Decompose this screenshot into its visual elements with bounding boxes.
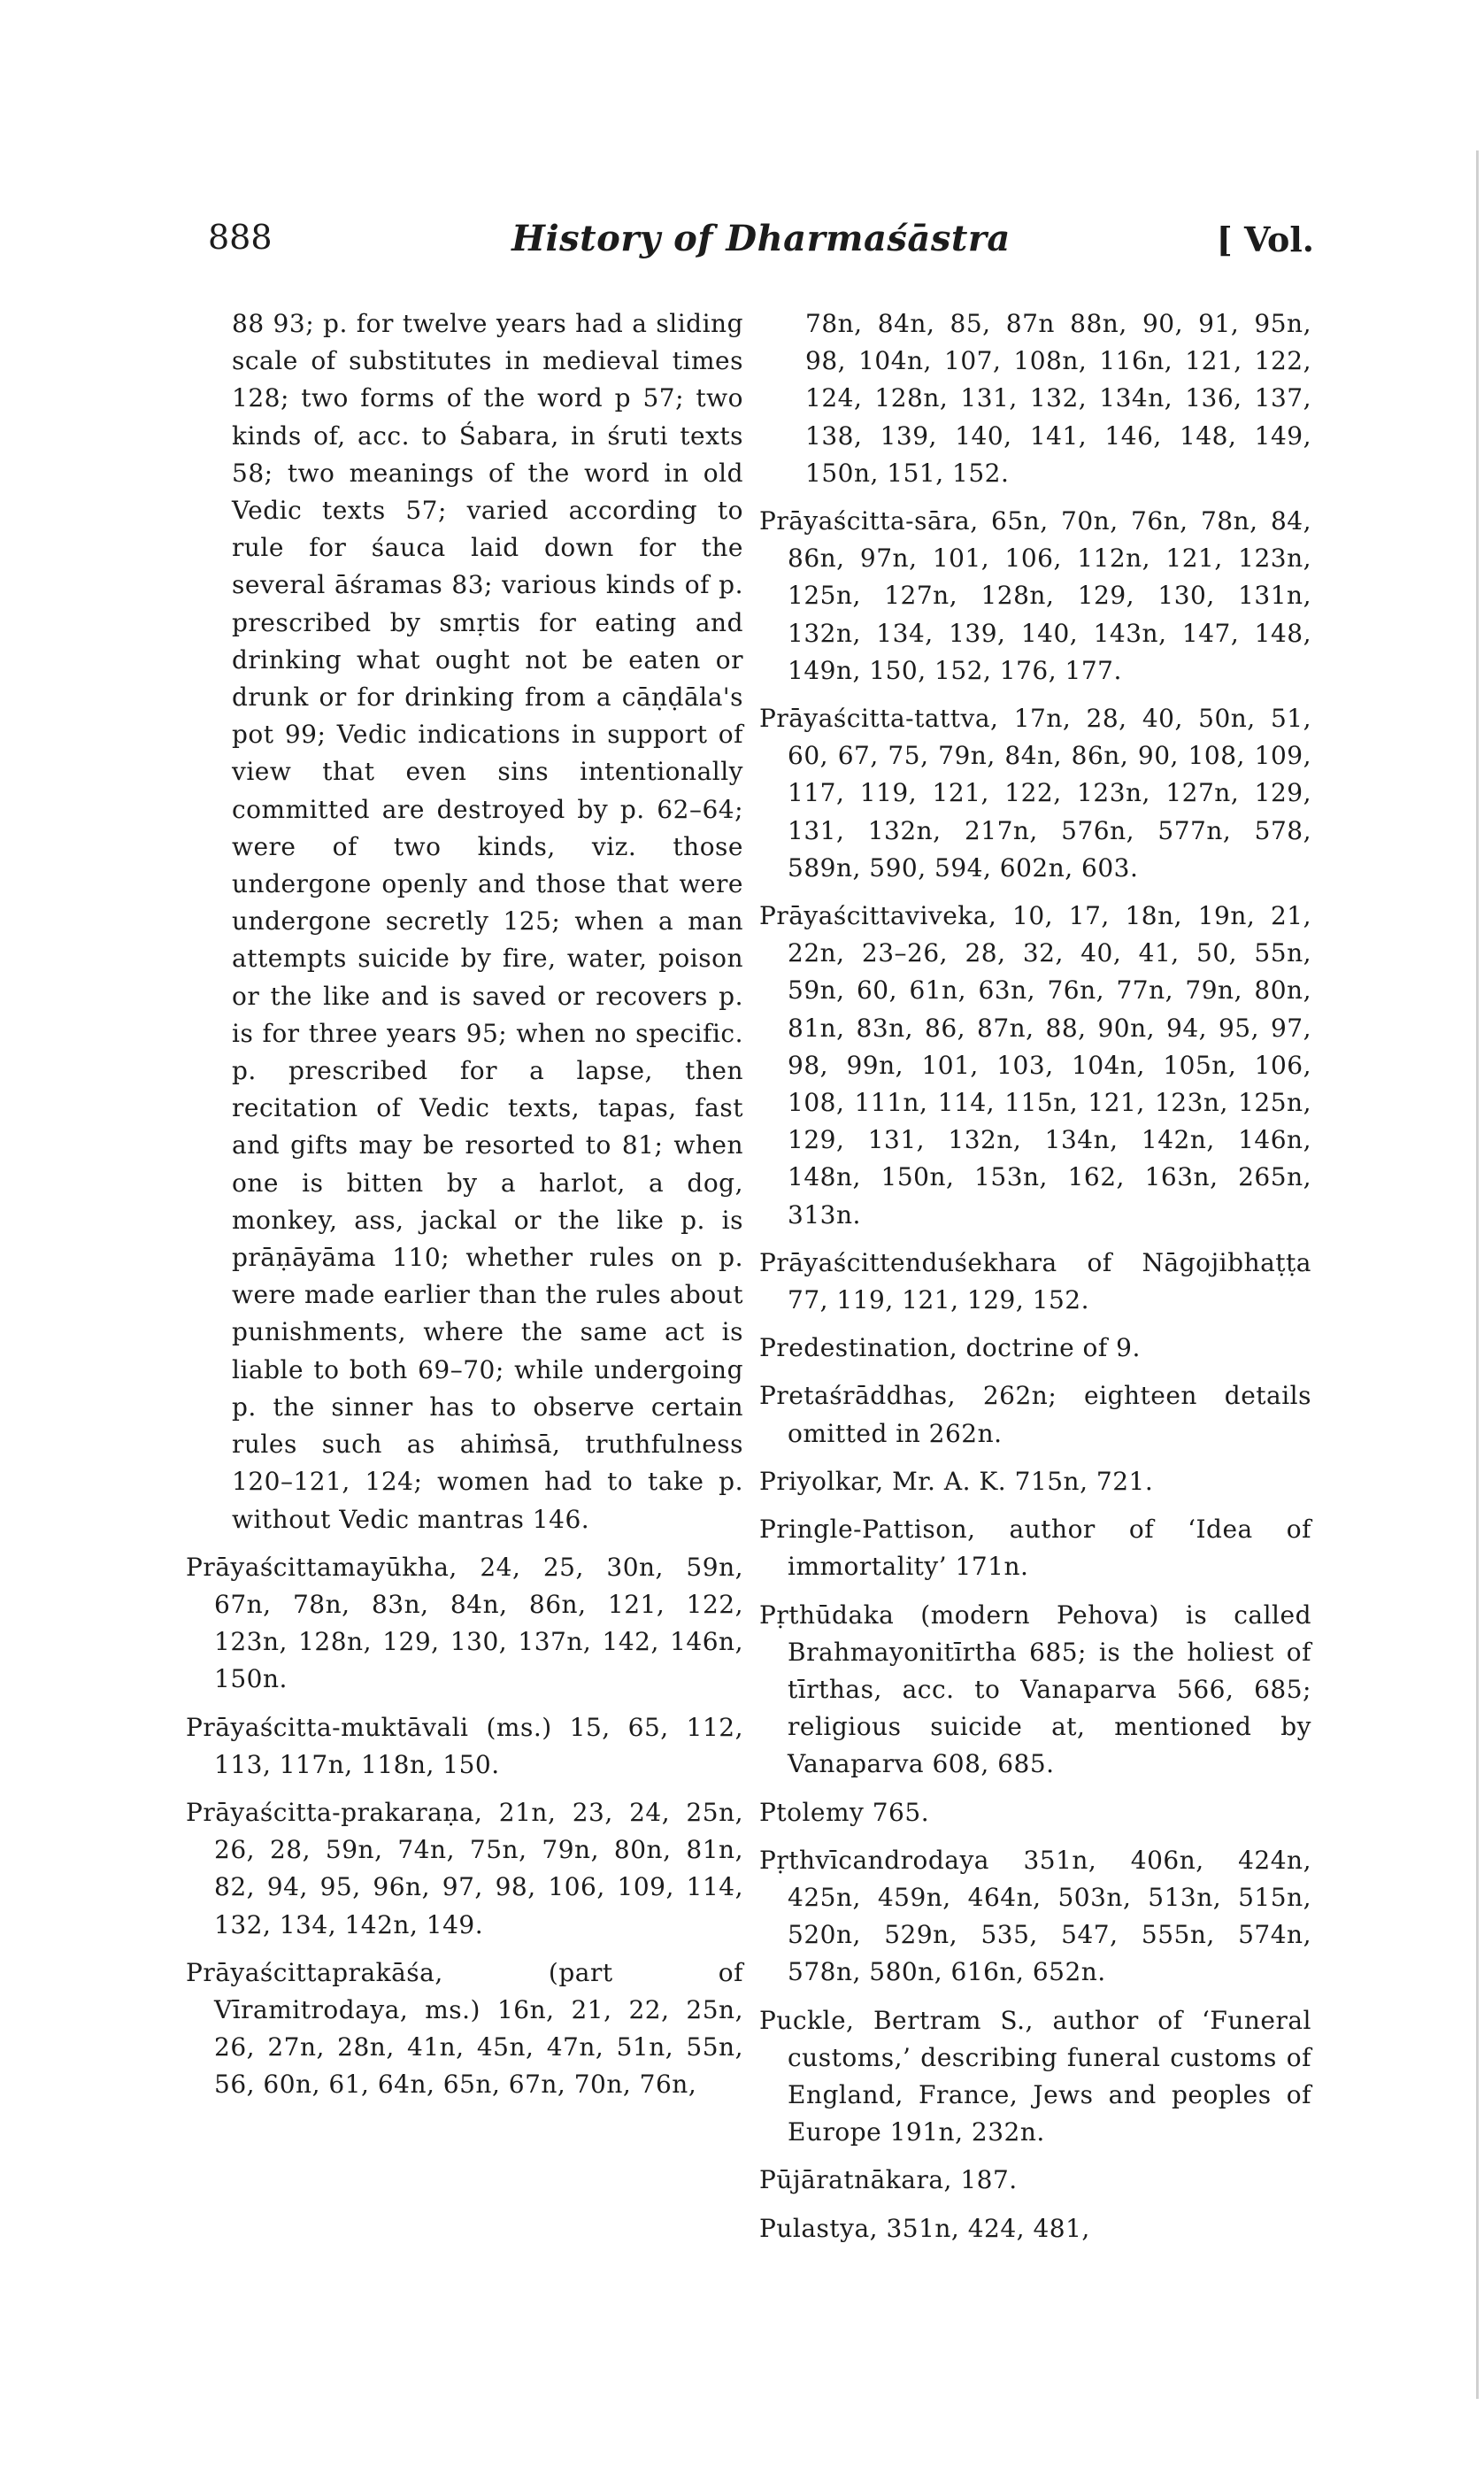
index-entry: Prāyaścittaprakāśa, (part of Vīramitrodaya, ms.) 16n, 21, 22, 25n, 26, 27n, 28n, 41n, 45n, 47n, 51n, 55n, 56, 60n, 61, 64n, 65n, 67n, 70n, 76n,	[186, 1957, 743, 2100]
index-entry: Pūjāratnākara, 187.	[759, 2165, 1018, 2195]
continued-entry: 78n, 84n, 85, 87n 88n, 90, 91, 95n, 98, 104n, 107, 108n, 116n, 121, 122, 124, 128n, 131, 132, 134n, 136, 137, 138, 139, 140, 141, 146, 148, 149, 150n, 151, 152.	[805, 309, 1311, 488]
index-entry: Pringle-Pattison, author of ‘Idea of immortality’ 171n.	[759, 1515, 1311, 1582]
index-entry: Prāyaścittamayūkha, 24, 25, 30n, 59n, 67n, 78n, 83n, 84n, 86n, 121, 122, 123n, 128n, 129, 130, 137n, 142, 146n, 150n.	[186, 1552, 743, 1694]
index-entry: Prāyaścittaviveka, 10, 17, 18n, 19n, 21, 22n, 23–26, 28, 32, 40, 41, 50, 55n, 59n, 60, 61n, 63n, 76n, 77n, 79n, 80n, 81n, 83n, 86, 87n, 88, 90n, 94, 95, 97, 98, 99n, 101, 103, 104n, 105n, 106, 108, 111n, 114, 115n, 121, 123n, 125n, 129, 131, 132n, 134n, 142n, 146n, 148n, 150n, 153n, 162, 163n, 265n, 313n.	[759, 901, 1311, 1230]
index-entry: Prāyaścitta-muktāvali (ms.) 15, 65, 112, 113, 117n, 118n, 150.	[186, 1712, 743, 1779]
index-entry: Predestination, doctrine of 9.	[759, 1333, 1141, 1363]
index-entry: Prāyaścittenduśekhara of Nāgojibhaṭṭa 77, 119, 121, 129, 152.	[759, 1247, 1311, 1315]
running-title: History of Dharmaśāstra	[511, 218, 1011, 259]
index-entry: Priyolkar, Mr. A. K. 715n, 721.	[759, 1466, 1154, 1496]
left-column	[186, 305, 743, 2115]
index-entry: Prāyaścitta-sāra, 65n, 70n, 76n, 78n, 84, 86n, 97n, 101, 106, 112n, 121, 123n, 125n, 127n, 128n, 129, 130, 131n, 132n, 134, 139, 140, 143n, 147, 148, 149n, 150, 152, 176, 177.	[759, 506, 1311, 685]
volume-label: [ Vol.	[1216, 220, 1314, 259]
index-entry: Prāyaścitta-prakaraṇa, 21n, 23, 24, 25n, 26, 28, 59n, 74n, 75n, 79n, 80n, 81n, 82, 94, 95, 96n, 97, 98, 106, 109, 114, 132, 134, 142n, 149.	[186, 1797, 743, 1939]
page-header	[208, 218, 1314, 271]
scan-edge-line	[1476, 150, 1479, 2399]
index-entry: Pṛthvīcandrodaya 351n, 406n, 424n, 425n, 459n, 464n, 503n, 513n, 515n, 520n, 529n, 535, 547, 555n, 574n, 578n, 580n, 616n, 652n.	[759, 1845, 1311, 1987]
index-entry: Ptolemy 765.	[759, 1797, 930, 1827]
index-entry: Pṛthūdaka (modern Pehova) is called Brahmayonitīrtha 685; is the holiest of tīrthas, acc. to Vanaparva 566, 685; religious suicide at, mentioned by Vanaparva 608, 685.	[759, 1600, 1311, 1779]
index-entry: Puckle, Bertram S., author of ‘Funeral customs,’ describing funeral customs of England, France, Jews and peoples of Europe 191n, 232n.	[759, 2005, 1311, 2147]
index-entry: Pulastya, 351n, 424, 481,	[759, 2213, 1090, 2243]
index-entry: Pretaśrāddhas, 262n; eighteen details omitted in 262n.	[759, 1381, 1311, 1448]
page-number: 888	[208, 218, 273, 257]
index-entry: Prāyaścitta-tattva, 17n, 28, 40, 50n, 51, 60, 67, 75, 79n, 84n, 86n, 90, 108, 109, 117, 119, 121, 122, 123n, 127n, 129, 131, 132n, 217n, 576n, 577n, 578, 589n, 590, 594, 602n, 603.	[759, 704, 1311, 883]
right-column	[759, 305, 1311, 2258]
continued-entry: 88 93; p. for twelve years had a sliding scale of substitutes in medieval times 128; two forms of the word p 57; two kinds of, acc. to Śabara, in śruti texts 58; two meanings of the word in old Vedic texts 57; varied according to rule for śauca laid down for the several āśramas 83; various kinds of p. prescribed by smṛtis for eating and drinking what ought not be eaten or drunk or for drinking from a cāṇḍāla's pot 99; Vedic indications in support of view that even sins intentionally committed are destroyed by p. 62–64; were of two kinds, viz. those undergone openly and those that were undergone secretly 125; when a man attempts suicide by fire, water, poison or the like and is saved or recovers p. is for three years 95; when no specific. p. prescribed for a lapse, then recitation of Vedic texts, tapas, fast and gifts may be resorted to 81; when one is bitten by a harlot, a dog, monkey, ass, jackal or the like p. is prāṇāyāma 110; whether rules on p. were made earlier than the rules about punishments, where the same act is liable to both 69–70; while undergoing p. the sinner has to observe certain rules such as ahiṁsā, truthfulness 120–121, 124; women had to take p. without Vedic mantras 146.	[232, 309, 743, 1534]
